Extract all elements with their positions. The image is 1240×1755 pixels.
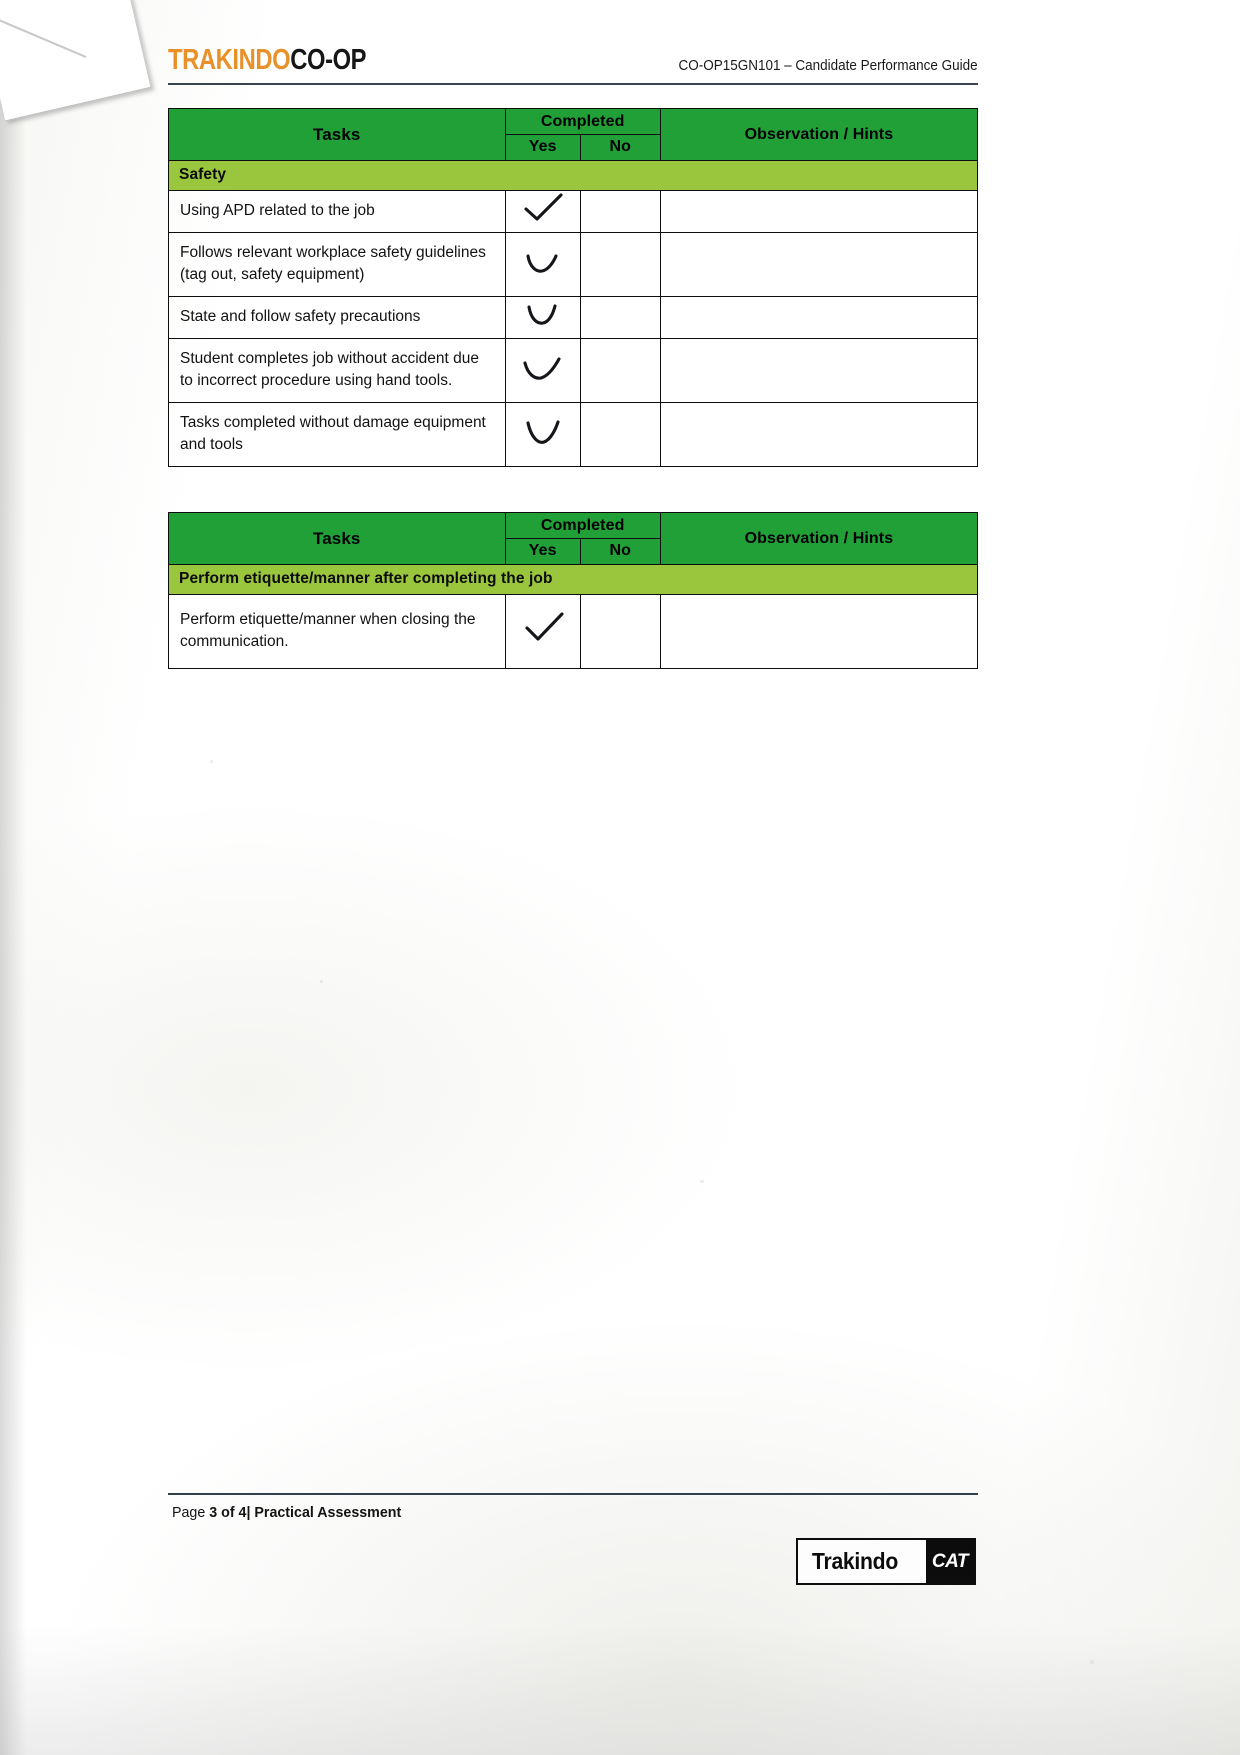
observation-cell[interactable] [660,191,977,233]
observation-cell[interactable] [660,403,977,467]
footer-page-info [172,1504,401,1521]
scan-speck [1090,1660,1094,1664]
checkbox-yes[interactable] [505,339,580,403]
task-description: Using APD related to the job [169,191,506,233]
header-row [168,44,978,77]
task-description: Tasks completed without damage equipment and tools [169,403,506,467]
column-header-tasks: Tasks [169,109,506,161]
brand-logo [168,44,366,77]
table-grid [168,512,978,669]
footer-divider [168,1493,978,1495]
table-row [169,191,978,233]
checkmark-icon [520,350,566,384]
scan-speck [700,1180,704,1183]
section-title-etiquette: Perform etiquette/manner after completing the job [169,565,978,595]
observation-cell[interactable] [660,233,977,297]
task-description: Follows relevant workplace safety guidelines (tag out, safety equipment) [169,233,506,297]
table-header-row-top [169,109,978,135]
scan-speck [320,980,323,983]
checkmark-icon [520,191,566,225]
scan-speck [210,760,213,763]
table-body [169,565,978,669]
document-reference: CO-OP15GN101 – Candidate Performance Guide [678,58,978,74]
safety-checklist-table [168,108,978,467]
checkbox-no[interactable] [580,191,660,233]
page-header [168,44,978,85]
task-description: State and follow safety precautions [169,297,506,339]
footer-page-number: 3 of 4| Practical Assessment [209,1504,402,1521]
checkmark-icon [520,611,566,645]
column-header-yes: Yes [505,539,580,565]
checkbox-yes[interactable] [505,297,580,339]
scan-edge-shadow-bottom [0,1625,1240,1755]
table-body [169,161,978,467]
brand-name-secondary: CO-OP [290,44,367,76]
footer-page-label: Page [172,1504,210,1521]
section-header-row [169,565,978,595]
header-divider [168,83,978,85]
checkmark-icon [520,297,566,331]
column-header-observation: Observation / Hints [660,513,977,565]
scan-edge-shadow-left [0,0,26,1755]
etiquette-checklist-table [168,512,978,669]
column-header-completed: Completed [505,513,660,539]
table-row [169,297,978,339]
section-title-safety: Safety [169,161,978,191]
table-head [169,109,978,161]
section-header-row [169,161,978,191]
table-head [169,513,978,565]
checkmark-icon [520,414,566,448]
observation-cell[interactable] [660,595,977,669]
column-header-observation: Observation / Hints [660,109,977,161]
folded-corner [0,0,152,121]
checkbox-no[interactable] [580,297,660,339]
logo-wordmark: Trakindo [812,1548,898,1574]
checkbox-no[interactable] [580,339,660,403]
folded-corner-crease [0,9,87,58]
table-grid [168,108,978,467]
column-header-completed: Completed [505,109,660,135]
checkbox-yes[interactable] [505,595,580,669]
trakindo-cat-logo [796,1538,976,1585]
task-description: Perform etiquette/manner when closing the communication. [169,595,506,669]
task-description: Student completes job without accident due to incorrect procedure using hand tools. [169,339,506,403]
column-header-yes: Yes [505,135,580,161]
table-row [169,595,978,669]
table-row [169,233,978,297]
cat-badge: CAT [926,1540,974,1583]
checkbox-no[interactable] [580,403,660,467]
column-header-no: No [580,135,660,161]
column-header-tasks: Tasks [169,513,506,565]
checkbox-yes[interactable] [505,191,580,233]
table-header-row-top [169,513,978,539]
observation-cell[interactable] [660,339,977,403]
checkbox-no[interactable] [580,233,660,297]
column-header-no: No [580,539,660,565]
observation-cell[interactable] [660,297,977,339]
checkbox-yes[interactable] [505,233,580,297]
checkbox-yes[interactable] [505,403,580,467]
brand-name-primary: TRAKINDO [168,44,291,76]
checkbox-no[interactable] [580,595,660,669]
table-row [169,403,978,467]
checkmark-icon [520,244,566,278]
table-row [169,339,978,403]
